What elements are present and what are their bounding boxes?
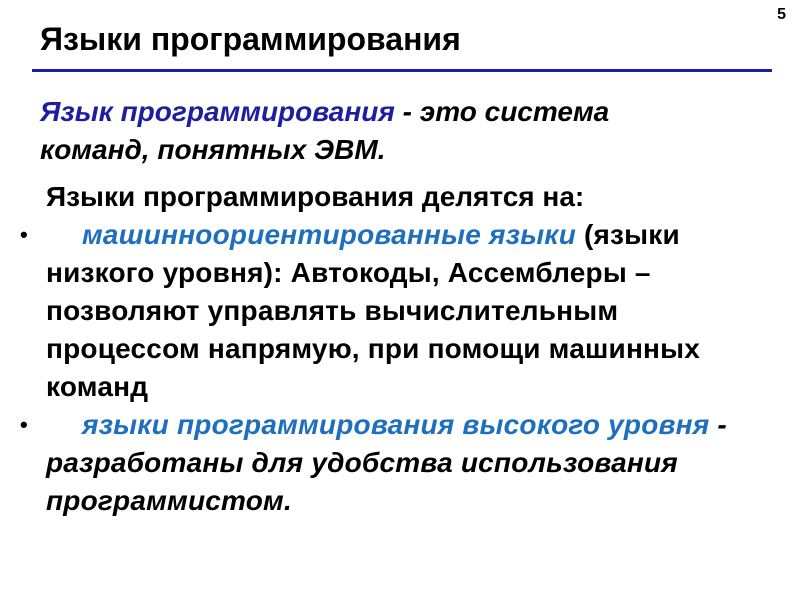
definition-paragraph [40,93,700,169]
definition-text: - это система команд, понятных ЭВМ. [40,96,610,165]
bullet-dot-icon: • [20,412,28,437]
bullet-list [0,216,800,520]
list-item-low-level [0,216,766,406]
definition-term: Язык программирования [40,96,395,127]
list-item-high-level [0,406,766,520]
slide-number: 5 [777,6,786,23]
term-high-level-languages: языки программирования высокого уровня [82,409,710,440]
title-divider [32,69,772,72]
intro-text: Языки программирования делятся на: [46,181,585,212]
low-level-description: (языки низкого уровня): Автокоды, Ассемблеры – позволяют управлять вычислительным процессом напрямую, при помощи машинных команд [46,219,701,402]
slide-title: Языки программирования [40,21,461,57]
term-low-level-languages: машинноориентированные языки [82,219,577,250]
bullet-dot-icon: • [20,222,28,247]
high-level-description: - разработаны для удобства использования программистом. [46,409,727,516]
